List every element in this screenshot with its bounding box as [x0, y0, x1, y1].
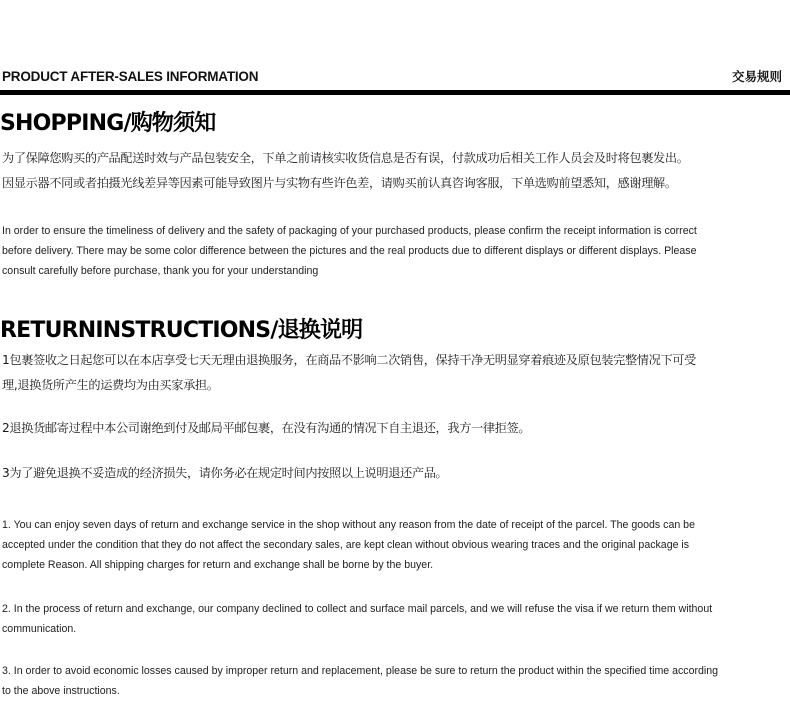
return-en-line: 2. In the process of return and exchange, our company declined to collect and surface mail parcels, and we will refuse the visa if we return them without [2, 603, 713, 615]
return-item-cn-2 [2, 416, 788, 441]
return-en-line: complete Reason. All shipping charges for return and exchange shall be borne by the buyer. [2, 559, 434, 571]
return-en-line: accepted under the condition that they do not affect the secondary sales, are kept clean without obvious wearing traces and the original package is [2, 539, 690, 551]
shopping-en-line: In order to ensure the timeliness of delivery and the safety of packaging of your purchased products, please confirm the receipt information is correct [2, 225, 697, 237]
return-item-cn-1 [2, 348, 788, 398]
return-cn-line: 2退换货邮寄过程中本公司谢绝到付及邮局平邮包裹，在没有沟通的情况下自主退还，我方一律拒签。 [2, 421, 531, 435]
shopping-cn-line: 为了保障您购买的产品配送时效与产品包装安全，下单之前请核实收货信息是否有误，付款成功后相关工作人员会及时将包裹发出。 [2, 151, 689, 165]
shopping-en-line: consult carefully before purchase, thank you for your understanding [2, 265, 319, 277]
page-title: PRODUCT AFTER-SALES INFORMATION [2, 69, 259, 84]
shopping-heading: SHOPPING/购物须知 [0, 111, 216, 136]
return-cn-line: 理,退换货所产生的运费均为由买家承担。 [2, 378, 219, 392]
return-en-line: to the above instructions. [2, 685, 120, 697]
shopping-notice-en [2, 221, 788, 281]
return-item-cn-3 [2, 461, 788, 486]
trade-rules-label: 交易规则 [731, 69, 782, 84]
return-item-en-1 [2, 515, 788, 575]
return-en-line: 3. In order to avoid economic losses caused by improper return and replacement, please be sure to return the product within the specified time according [2, 665, 719, 677]
return-cn-line: 3为了避免退换不妥造成的经济损失，请你务必在规定时间内按照以上说明退还产品。 [2, 466, 448, 480]
return-en-line: communication. [2, 623, 77, 635]
shopping-en-line: before delivery. There may be some color difference between the pictures and the real products due to different displays or different displays. Please [2, 245, 697, 257]
return-cn-line: 1包裹签收之日起您可以在本店享受七天无理由退换服务，在商品不影响二次销售，保持干净无明显穿着痕迹及原包装完整情况下可受 [2, 353, 696, 367]
return-item-en-2 [2, 599, 788, 639]
return-instructions-heading: RETURNINSTRUCTIONS/退换说明 [0, 318, 363, 343]
shopping-notice-cn [2, 146, 788, 196]
header-divider [0, 90, 790, 95]
return-item-en-3 [2, 661, 788, 701]
shopping-cn-line: 因显示器不同或者拍摄光线差异等因素可能导致图片与实物有些许色差，请购买前认真咨询客服，下单选购前望悉知，感谢理解。 [2, 176, 677, 190]
page-header [0, 66, 790, 88]
return-en-line: 1. You can enjoy seven days of return and exchange service in the shop without any reason from the date of receipt of the parcel. The goods can be [2, 519, 695, 531]
